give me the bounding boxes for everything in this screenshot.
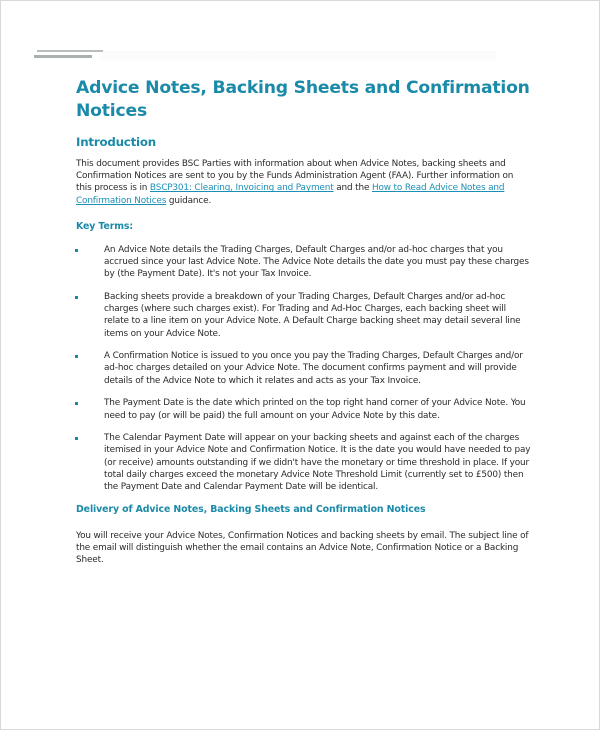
bullet-icon	[75, 249, 78, 252]
bullet-icon	[75, 355, 78, 358]
key-term-confirmation-notice	[76, 350, 531, 387]
header-rule-shadow	[101, 51, 496, 61]
header-decoration	[34, 50, 103, 58]
key-terms-heading: Key Terms:	[76, 220, 134, 232]
key-term-text: The Calendar Payment Date will appear on your backing sheets and against each of the charges itemised in your Advice Note and Confirmation Notice. It is the date you would have needed to pay (or receive) amounts outstanding if we didn't have the monetary or time threshold in place. If your total daily charges exceed the monetary Advice Note Threshold Limit (currently set to £500) then the Payment Date and Calendar Payment Date will be identical.	[104, 433, 531, 493]
key-term-calendar-payment-date	[76, 432, 531, 493]
delivery-heading: Delivery of Advice Notes, Backing Sheets and Confirmation Notices	[76, 503, 426, 515]
intro-text-1: This document provides BSC Parties with information about when Advice Notes, backing sheets and Confirmation Notices are sent to you by the Funds Administration Agent (FAA). Further information on this process is in	[76, 159, 514, 194]
key-terms-list	[76, 244, 531, 493]
key-term-text: The Payment Date is the date which printed on the top right hand corner of your Advice Note. You need to pay (or will be paid) the full amount on your Advice Note by this date.	[104, 398, 526, 421]
key-term-text: An Advice Note details the Trading Charges, Default Charges and/or ad-hoc charges that you accrued since your last Advice Note. The Advice Note details the date you must pay these charges by (the Payment Date). It's not your Tax Invoice.	[104, 244, 529, 280]
key-term-text: A Confirmation Notice is issued to you once you pay the Trading Charges, Default Charges and/or ad-hoc charges detailed on your Advice Note. The document confirms payment and will provide details of the Advice Note to which it relates and acts as your Tax Invoice.	[104, 351, 523, 386]
link-how-to-read-guidance[interactable]: How to Read Advice Notes and Confirmation Notices	[76, 183, 505, 206]
key-term-advice-note	[76, 244, 531, 281]
introduction-heading: Introduction	[76, 135, 156, 149]
document-title	[76, 77, 531, 123]
key-term-text: Backing sheets provide a breakdown of your Trading Charges, Default Charges and/or ad-hoc charges (where such charges exist). For Trading and Ad-Hoc Charges, each backing sheet will relate to a line item on your Advice Note. A Default Charge backing sheet may detail several line items on your Advice Note.	[104, 291, 521, 339]
delivery-paragraph: You will receive your Advice Notes, Confirmation Notices and backing sheets by email. The subject line of the email will distinguish whether the email contains an Advice Note, Confirmation Notice or a Backing Sheet.	[76, 530, 529, 566]
link-bscp301[interactable]: BSCP301: Clearing, Invoicing and Payment	[149, 183, 334, 194]
key-term-payment-date	[76, 397, 531, 421]
bullet-icon	[75, 402, 78, 405]
intro-text-3: guidance.	[166, 195, 212, 206]
intro-text-2: and the	[333, 183, 372, 194]
bullet-icon	[75, 296, 78, 299]
document-title-line2: Notices	[76, 101, 147, 121]
document-title-line1: Advice Notes, Backing Sheets and Confirmation	[76, 78, 530, 98]
bullet-icon	[75, 437, 78, 440]
key-term-backing-sheets	[76, 291, 531, 340]
header-rule-bottom	[34, 55, 92, 58]
header-rule-top	[37, 50, 103, 52]
document-content	[76, 77, 531, 566]
introduction-paragraph	[76, 158, 531, 207]
